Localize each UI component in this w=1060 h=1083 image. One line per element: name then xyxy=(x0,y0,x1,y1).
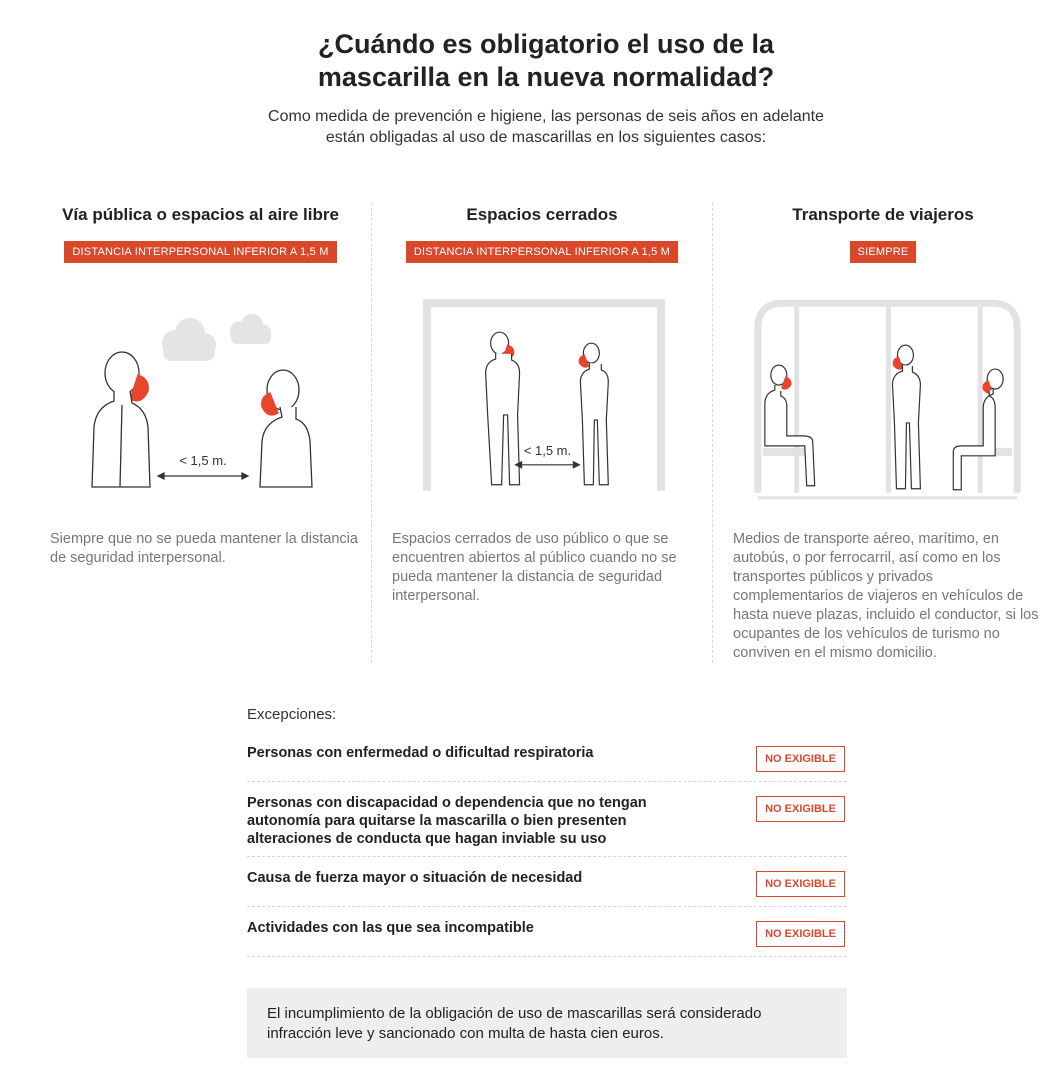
page-title xyxy=(0,28,1060,94)
seated-man-with-mask-icon xyxy=(765,365,815,486)
woman-with-mask-icon xyxy=(260,370,312,487)
subtitle-line-1: Como medida de prevención e higiene, las personas de seis años en adelante xyxy=(268,108,824,125)
column-transport xyxy=(712,203,1053,663)
title-line-2: mascarilla en la nueva normalidad? xyxy=(317,62,775,92)
condition-badge: SIEMPRE xyxy=(850,241,917,263)
transport-illustration xyxy=(713,293,1053,503)
man-with-mask-icon xyxy=(92,352,150,487)
column-description: Siempre que no se pueda mantener la distancia de seguridad interpersonal. xyxy=(50,531,358,566)
page-subtitle xyxy=(0,106,1060,148)
outdoor-illustration xyxy=(30,293,371,503)
exceptions-title: Excepciones: xyxy=(247,706,337,723)
exception-row xyxy=(247,907,847,957)
column-description: Medios de transporte aéreo, marítimo, en autobús, o por ferrocarril, así como en los transportes públicos y privados complementarios de viajeros en vehículos de hasta nueve plazas, incluido el conductor, si los ocupantes de los vehículos de turismo no conviven en el mismo domicilio. xyxy=(733,531,1039,661)
condition-badge: DISTANCIA INTERPERSONAL INFERIOR A 1,5 M xyxy=(64,241,336,263)
room-frame xyxy=(427,303,661,490)
exception-badge: NO EXIGIBLE xyxy=(756,921,845,947)
distance-label: < 1,5 m. xyxy=(179,453,227,468)
exception-text: Actividades con las que sea incompatible xyxy=(247,920,534,936)
distance-arrow xyxy=(158,473,248,479)
column-title: Espacios cerrados xyxy=(466,205,618,224)
exception-row xyxy=(247,732,847,782)
column-title: Vía pública o espacios al aire libre xyxy=(62,205,339,224)
condition-badge: DISTANCIA INTERPERSONAL INFERIOR A 1,5 M xyxy=(406,241,678,263)
exception-text: Causa de fuerza mayor o situación de necesidad xyxy=(247,870,583,886)
exception-badge: NO EXIGIBLE xyxy=(756,746,845,772)
column-outdoor xyxy=(30,203,371,663)
exceptions-list xyxy=(247,732,847,957)
column-description: Espacios cerrados de uso público o que se encuentren abiertos al público cuando no se pueda mantener la distancia de seguridad interpersonal. xyxy=(392,531,677,604)
exception-text: Personas con enfermedad o dificultad respiratoria xyxy=(247,745,594,761)
exception-badge: NO EXIGIBLE xyxy=(756,796,845,822)
column-indoor xyxy=(371,203,712,663)
exception-text: Personas con discapacidad o dependencia que no tengan autonomía para quitarse la mascarilla o bien presenten alteraciones de conducta que hagan inviable su uso xyxy=(247,795,647,847)
title-line-1: ¿Cuándo es obligatorio el uso de la xyxy=(317,29,775,59)
woman-with-mask-icon xyxy=(579,343,608,485)
indoor-illustration xyxy=(372,293,712,503)
column-title: Transporte de viajeros xyxy=(792,205,974,224)
distance-arrow xyxy=(516,462,580,468)
distance-label: < 1,5 m. xyxy=(523,442,572,458)
penalty-note: El incumplimiento de la obligación de uso de mascarillas será considerado infracción leve y sancionado con multa de hasta cien euros. xyxy=(247,988,847,1058)
cloud-icon xyxy=(162,318,216,361)
exception-badge: NO EXIGIBLE xyxy=(756,871,845,897)
cloud-icon xyxy=(230,314,271,344)
subtitle-line-2: están obligadas al uso de mascarillas en los siguientes casos: xyxy=(325,129,767,146)
standing-man-with-mask-icon xyxy=(892,345,920,489)
exception-row xyxy=(247,782,847,857)
man-with-mask-icon xyxy=(486,332,520,485)
exception-row xyxy=(247,857,847,907)
